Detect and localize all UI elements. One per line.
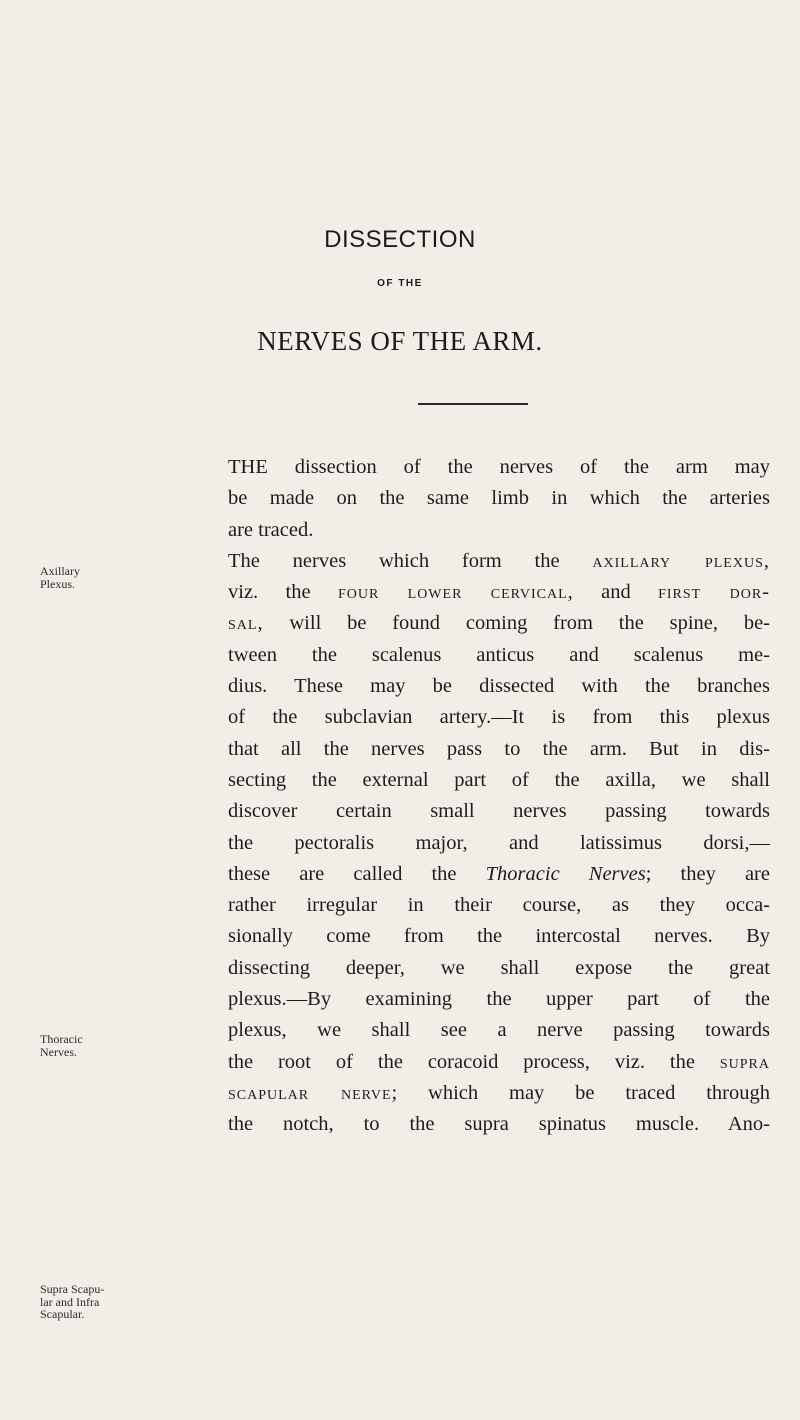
text-line: the pectoralis major, and latissimus dorsi,— — [228, 831, 770, 854]
text-line: sionally come from the intercostal nerves. By — [228, 925, 770, 948]
term-first-dorsal-cont: sal, — [228, 612, 264, 635]
text-line — [228, 546, 770, 577]
text-line: that all the nerves pass to the arm. But in dis- — [228, 737, 770, 760]
text-line: are traced. — [228, 518, 314, 541]
text-line: of the subclavian artery.—It is from this plexus — [228, 706, 770, 729]
term-first-dorsal: first dor- — [658, 581, 770, 604]
text-line: THE dissection of the nerves of the arm may — [228, 456, 770, 478]
text-run: ; which may be traced through — [391, 1081, 771, 1104]
text-run: ; they are — [645, 862, 770, 885]
text-run: and — [573, 581, 659, 604]
page-title: DISSECTION — [324, 226, 476, 253]
text-line: be made on the same limb in which the arteries — [228, 487, 770, 510]
text-line: rather irregular in their course, as they occa- — [228, 894, 770, 917]
margin-note-line: Scapular. — [40, 1307, 85, 1321]
text-line: secting the external part of the axilla, we shall — [228, 768, 770, 791]
section-heading: NERVES OF THE ARM. — [257, 326, 543, 356]
text-run: the root of the coracoid process, viz. the — [228, 1050, 720, 1073]
term-scapular-nerve: scapular nerve — [228, 1081, 392, 1104]
heading-rule — [418, 403, 528, 405]
text-run: The nerves which form the — [228, 549, 593, 572]
text-line: plexus, we shall see a nerve passing towards — [228, 1019, 770, 1042]
margin-note-axillary — [40, 565, 130, 590]
margin-note-line: Plexus. — [40, 576, 76, 591]
text-line: dius. These may be dissected with the branches — [228, 675, 770, 698]
margin-note-line: Nerves. — [40, 1044, 77, 1059]
margin-note-line: Supra Scapu- — [40, 1282, 105, 1296]
term-thoracic-nerves: Thoracic Nerves — [485, 862, 646, 885]
text-line — [228, 1078, 770, 1109]
term-axillary-plexus: axillary plexus, — [592, 549, 770, 572]
margin-note-line: Axillary — [40, 564, 80, 578]
margin-note-line: Thoracic — [40, 1032, 83, 1046]
text-run: will be found coming from the spine, be- — [263, 612, 770, 635]
text-line: plexus.—By examining the upper part of the — [228, 988, 770, 1011]
text-line — [228, 577, 770, 608]
body-text — [228, 452, 770, 1141]
text-run: these are called the — [228, 862, 486, 885]
text-line — [228, 859, 770, 890]
margin-note-line: lar and Infra — [40, 1294, 100, 1309]
page-subtitle: OF THE — [377, 278, 423, 289]
text-run: viz. the — [228, 581, 338, 604]
text-line: tween the scalenus anticus and scalenus me- — [228, 643, 770, 666]
term-supra: supra — [719, 1050, 770, 1073]
text-line — [228, 1047, 770, 1078]
text-line: discover certain small nerves passing towards — [228, 800, 770, 823]
text-line — [228, 608, 770, 639]
text-line: dissecting deeper, we shall expose the great — [228, 956, 770, 979]
text-line: the notch, to the supra spinatus muscle. Ano- — [228, 1113, 770, 1136]
margin-note-supra — [40, 1283, 130, 1321]
term-four-lower-cervical: four lower cervical, — [337, 581, 574, 604]
margin-note-thoracic — [40, 1033, 130, 1058]
